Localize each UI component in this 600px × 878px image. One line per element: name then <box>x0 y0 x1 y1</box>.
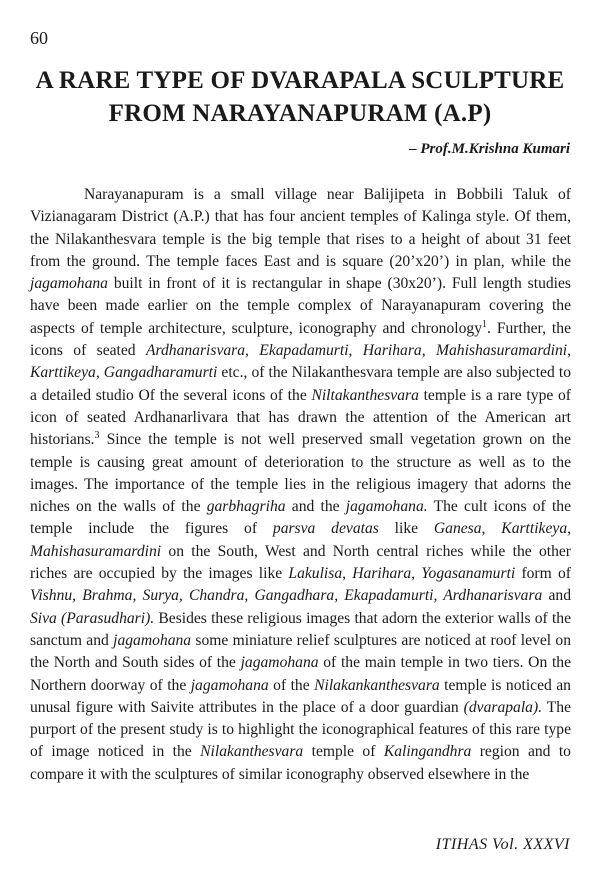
title-line-1: A RARE TYPE OF DVARAPALA SCULPTURE <box>35 67 565 94</box>
italic-term: Ganesa, Karttikeya, Mahishasuramardini <box>30 520 572 560</box>
text-run: of the <box>268 676 315 694</box>
title-line-2: FROM NARAYANAPURAM (A.P) <box>108 100 492 127</box>
italic-term: (dvarapala). <box>463 698 543 716</box>
italic-term: Niltakanthesvara <box>311 386 419 404</box>
italic-term: Vishnu, Brahma, Surya, Chandra, Gangadhara, Ekapadamurti, Ardhanarisvara <box>30 587 543 605</box>
text-run: . Further, the icons of seated <box>30 319 571 360</box>
body-paragraph <box>30 184 571 786</box>
text-run: region and to compare it with the sculptures of similar iconography observed elsewhere in the <box>30 743 571 783</box>
text-run: The cult icons of the temple include the figures of <box>30 498 571 538</box>
text-run: The purport of the present study is to highlight the iconographical features of this rare type of image noticed in the <box>30 698 571 761</box>
italic-term: jagamohana <box>240 654 319 672</box>
italic-term: Ardhanarisvara, Ekapadamurti, Harihara, Mahishasuramardini, Karttikeya, Gangadharamurti <box>30 342 571 382</box>
italic-term: garbhagriha <box>206 498 286 516</box>
italic-term: parsva devatas <box>272 520 379 538</box>
article-title <box>0 64 600 130</box>
text-run: Since the temple is not well preserved small vegetation grown on the temple is causing great amount of deterioration to the structure as well as to the images. The importance of the temple lies in the religious imagery that adorns the niches on the walls of the <box>30 431 571 516</box>
text-run: and <box>542 587 571 605</box>
journal-footer: ITIHAS Vol. XXXVI <box>435 836 570 853</box>
text-run: some miniature relief sculptures are noticed at roof level on the North and South sides of the <box>30 631 572 672</box>
text-run: on the South, West and North central riches while the other riches are occupied by the images like <box>30 542 571 583</box>
text-run: Besides these religious images that adorn the exterior walls of the sanctum and <box>30 609 571 649</box>
italic-term: Kalingandhra <box>383 743 472 761</box>
italic-term: Lakulisa, Harihara, Yogasanamurti <box>288 565 516 583</box>
text-run: and the <box>285 498 346 516</box>
text-run: form of <box>515 565 571 583</box>
italic-term: jagamohana. <box>345 498 428 516</box>
italic-term: jagamohana <box>190 676 269 694</box>
text-run: etc., of the Nilakanthesvara temple are also subjected to a detailed studio Of the several icons of the <box>30 364 571 404</box>
italic-term: jagamohana <box>113 631 192 649</box>
text-run: like <box>378 520 434 538</box>
italic-term: Nilakanthesvara <box>200 743 304 761</box>
text-run: built in front of it is rectangular in shape (30x20’). Full length studies have been made earlier on the temple complex of Narayanapuram covering the aspects of temple architecture, sculpture, iconography and chronology <box>30 275 571 337</box>
footnote-ref: 1 <box>482 318 487 330</box>
text-run: Narayanapuram is a small village near Balijipeta in Bobbili Taluk of Vizianagaram District (A.P.) that has four ancient temples of Kalinga style. Of them, the Nilakanthesvara temple is the big temple that rises to a height of about 31 feet from the ground. The temple faces East and is square (20’x20’) in plan, while the <box>30 186 571 270</box>
page-number: 60 <box>30 28 48 48</box>
text-run: temple is a rare type of icon of seated Ardhanarlivara that has drawn the attention of the American art historians. <box>30 386 571 449</box>
text-run: temple of <box>303 743 384 761</box>
author-byline: – Prof.M.Krishna Kumari <box>409 141 570 157</box>
footnote-ref: 3 <box>94 430 100 442</box>
text-run: of the main temple in two tiers. On the Northern doorway of the <box>30 654 571 694</box>
italic-term: Siva (Parasudhari). <box>30 609 155 627</box>
text-run: temple is noticed an unusal figure with Saivite attributes in the place of a door guardian <box>30 676 571 716</box>
italic-term: Nilakankanthesvara <box>314 676 440 694</box>
italic-term: jagamohana <box>30 275 108 293</box>
